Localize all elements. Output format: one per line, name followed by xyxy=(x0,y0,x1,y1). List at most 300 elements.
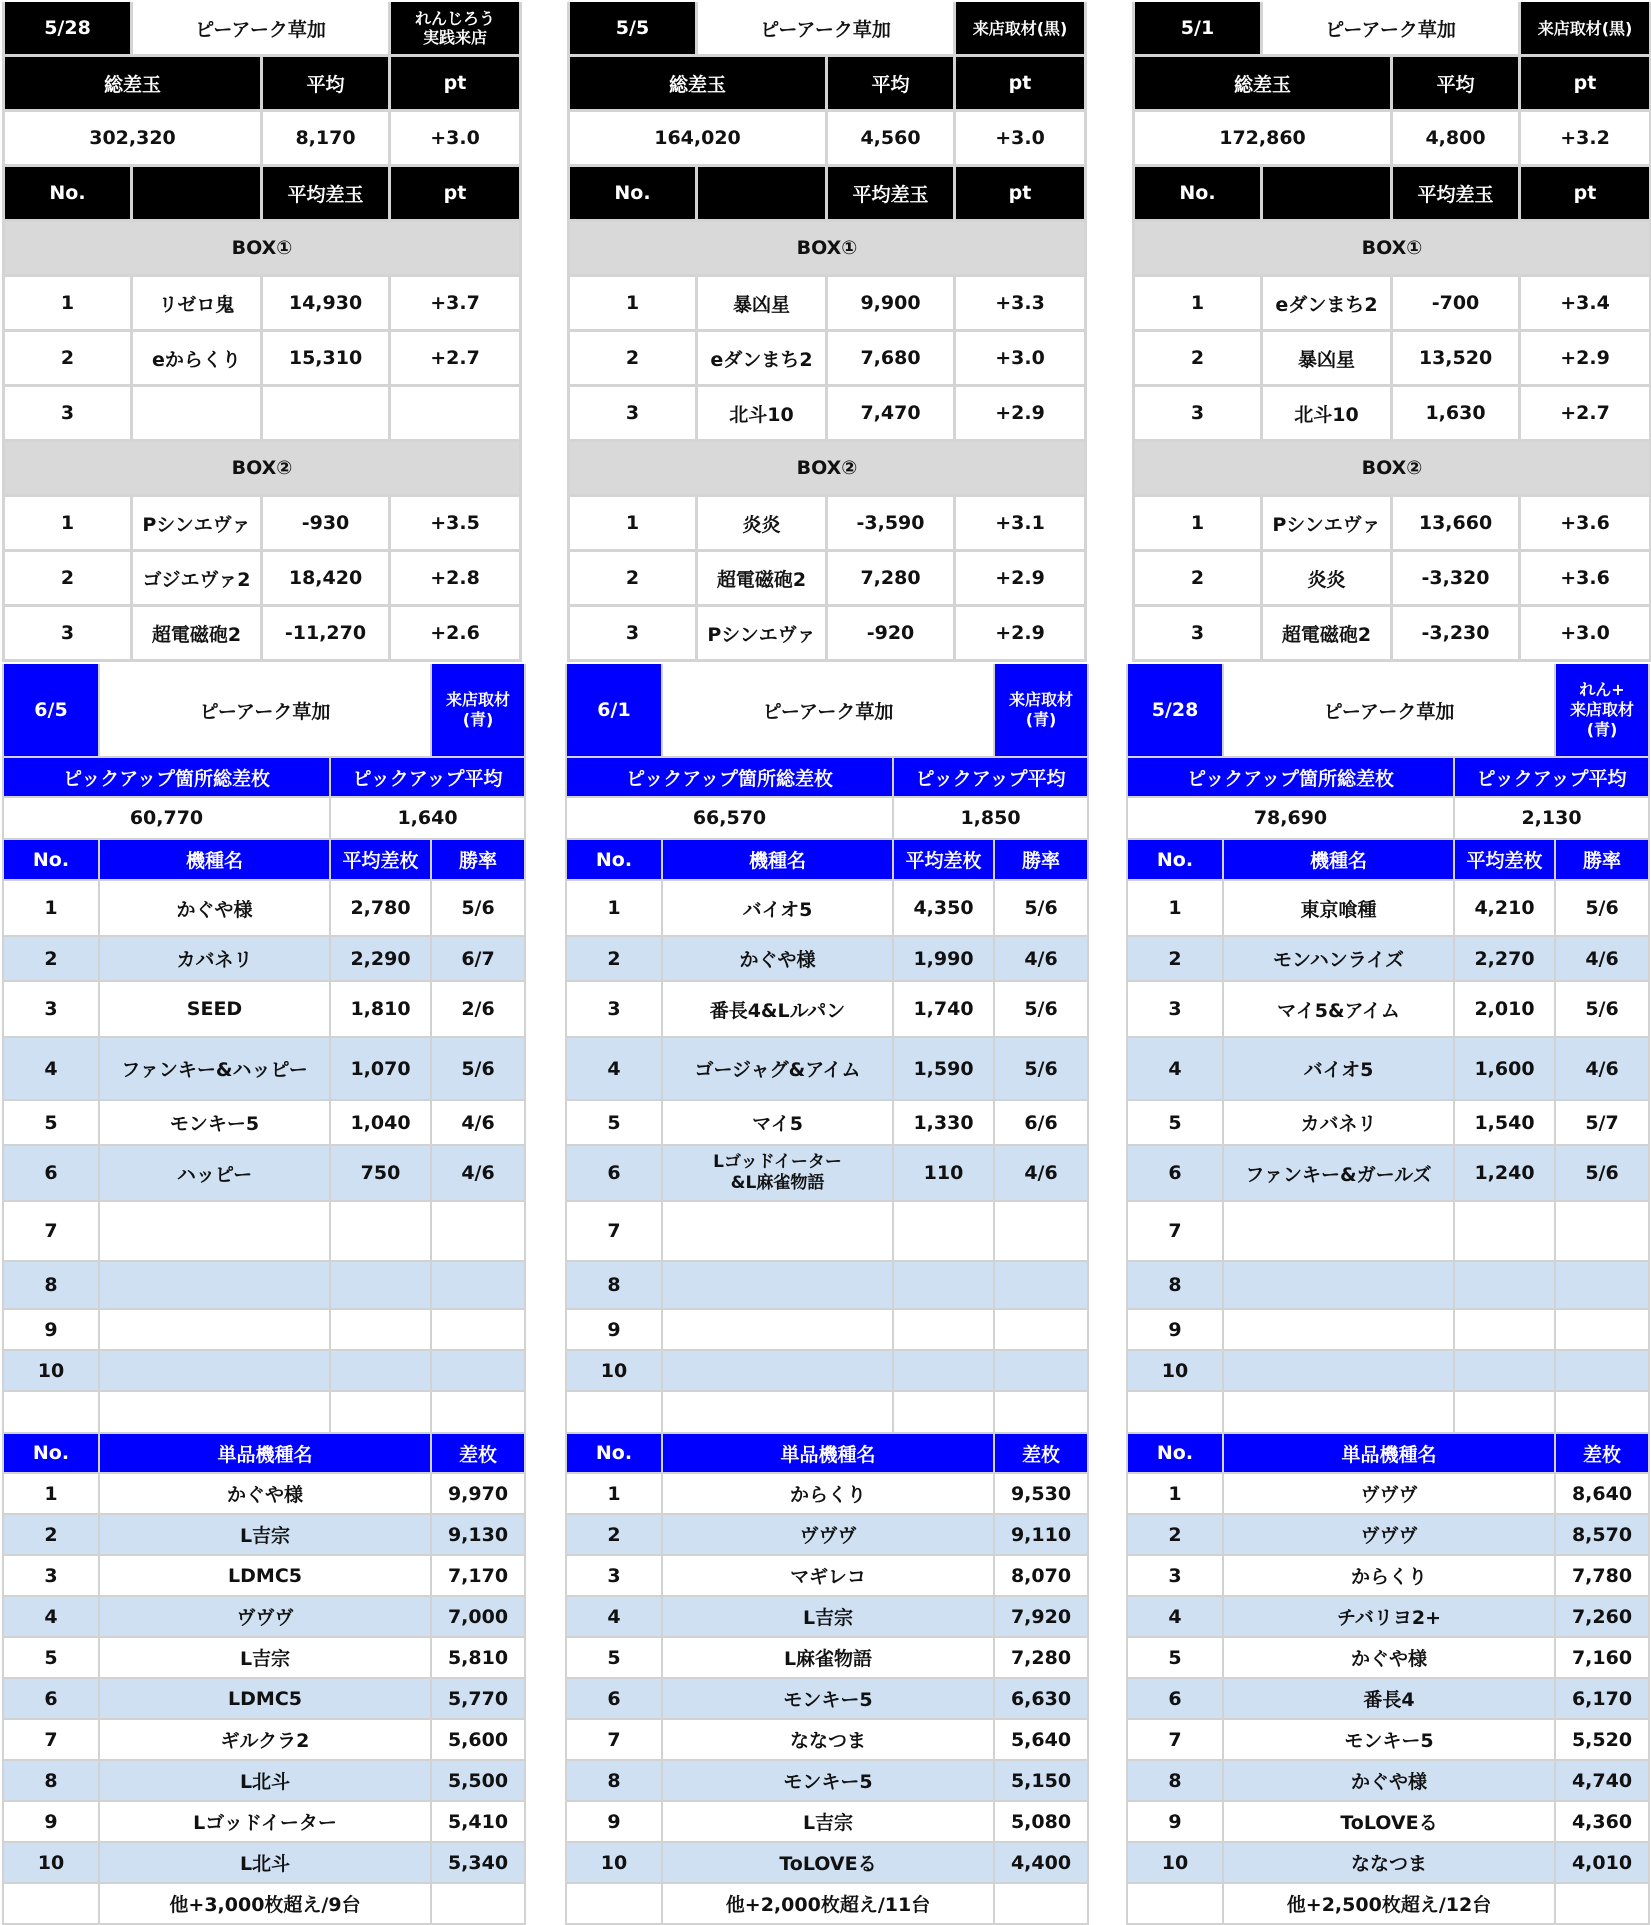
diff-value: 4,740 xyxy=(1556,1761,1650,1802)
rank-cell: 5 xyxy=(1126,1638,1224,1679)
win-rate xyxy=(995,1262,1089,1310)
table-row xyxy=(1126,1802,1650,1843)
list-header-3: pt xyxy=(956,167,1087,222)
machine-name: Pシンエヴァ xyxy=(133,497,263,552)
machine-name: リゼロ鬼 xyxy=(133,277,263,332)
average-diff: 7,280 xyxy=(828,552,956,607)
table-row xyxy=(1126,1262,1650,1310)
win-rate: 4/6 xyxy=(995,1146,1089,1202)
rank-cell: 2 xyxy=(2,332,133,387)
table-row xyxy=(1126,1720,1650,1761)
pickup-average-header: ピックアップ平均 xyxy=(1455,758,1650,798)
diff-value: 8,070 xyxy=(995,1556,1089,1597)
machine-name: ヴヴヴ xyxy=(1224,1515,1556,1556)
average-diff: 2,270 xyxy=(1455,937,1556,982)
machine-name xyxy=(663,1262,894,1310)
pt-value: +2.9 xyxy=(956,607,1087,662)
empty-cell xyxy=(432,1884,526,1925)
average-header: 平均 xyxy=(263,57,391,112)
box-title-row xyxy=(567,222,1087,277)
average-diff: 1,240 xyxy=(1455,1146,1556,1202)
store-name: ピーアーク草加 xyxy=(1263,2,1521,57)
rank-cell: 4 xyxy=(2,1038,100,1101)
table-row xyxy=(1126,1202,1650,1262)
table-row xyxy=(2,1597,526,1638)
pt-value: +3.2 xyxy=(1521,112,1651,167)
machine-name: ゴージャグ&アイム xyxy=(663,1038,894,1101)
win-rate: 6/6 xyxy=(995,1101,1089,1146)
diff-value: 9,530 xyxy=(995,1474,1089,1515)
machine-name: L吉宗 xyxy=(663,1597,995,1638)
machine-name: バイオ5 xyxy=(1224,1038,1455,1101)
rank-cell: 1 xyxy=(567,497,698,552)
machine-name: 超電磁砲2 xyxy=(1263,607,1393,662)
rank-cell: 6 xyxy=(1126,1146,1224,1202)
win-rate: 5/6 xyxy=(432,881,526,937)
average-diff: 15,310 xyxy=(263,332,391,387)
table-row xyxy=(1126,1101,1650,1146)
win-rate xyxy=(1556,1262,1650,1310)
rank-cell: 7 xyxy=(1126,1720,1224,1761)
rank-cell: 10 xyxy=(2,1843,100,1884)
win-rate xyxy=(432,1351,526,1392)
average-diff: 1,040 xyxy=(331,1101,432,1146)
pt-value: +2.7 xyxy=(391,332,522,387)
machine-name: カバネリ xyxy=(100,937,331,982)
rank-cell: 1 xyxy=(1126,1474,1224,1515)
footer-note: 他+3,000枚超え/9台 xyxy=(100,1884,432,1925)
table-row xyxy=(565,1351,1089,1392)
average-diff: 750 xyxy=(331,1146,432,1202)
rank-cell: 5 xyxy=(2,1638,100,1679)
empty-cell xyxy=(1126,1392,1224,1434)
rank-cell: 2 xyxy=(567,332,698,387)
machine-name: Lゴッドイーター xyxy=(100,1802,432,1843)
average-diff: -3,590 xyxy=(828,497,956,552)
rank-cell: 5 xyxy=(565,1638,663,1679)
diff-value: 7,780 xyxy=(1556,1556,1650,1597)
machine-name xyxy=(100,1351,331,1392)
average-diff xyxy=(331,1310,432,1351)
machine-name: L吉宗 xyxy=(100,1515,432,1556)
list-header-0: No. xyxy=(565,840,663,881)
average-value: 8,170 xyxy=(263,112,391,167)
win-rate: 4/6 xyxy=(432,1101,526,1146)
machine-name: L北斗 xyxy=(100,1843,432,1884)
pt-value: +2.9 xyxy=(956,552,1087,607)
win-rate: 5/6 xyxy=(1556,982,1650,1038)
box-title: BOX① xyxy=(2,222,522,277)
footer-row xyxy=(565,1884,1089,1925)
empty-cell xyxy=(1556,1392,1650,1434)
win-rate: 4/6 xyxy=(995,937,1089,982)
pt-value: +2.6 xyxy=(391,607,522,662)
machine-name: バイオ5 xyxy=(663,881,894,937)
average-diff: 1,590 xyxy=(894,1038,995,1101)
machine-name: 炎炎 xyxy=(698,497,828,552)
pickup-panel-1 xyxy=(2,664,526,1925)
table-row xyxy=(2,277,522,332)
spacer-row xyxy=(565,1392,1089,1434)
diff-value: 6,170 xyxy=(1556,1679,1650,1720)
machine-name: eからくり xyxy=(133,332,263,387)
empty-cell xyxy=(432,1392,526,1434)
date-label: 6/1 xyxy=(565,664,663,758)
table-row xyxy=(2,1679,526,1720)
win-rate: 4/6 xyxy=(432,1146,526,1202)
list-header-0: No. xyxy=(1132,167,1263,222)
total-value: 302,320 xyxy=(2,112,263,167)
table-row xyxy=(567,607,1087,662)
total-header: 総差玉 xyxy=(2,57,263,112)
table-row xyxy=(2,387,522,442)
average-header: 平均 xyxy=(1393,57,1521,112)
pt-value: +3.7 xyxy=(391,277,522,332)
table-row xyxy=(565,1843,1089,1884)
table-row xyxy=(2,1262,526,1310)
list-header-row xyxy=(567,167,1087,222)
rank-cell: 3 xyxy=(2,387,133,442)
single-diff-header: 差枚 xyxy=(1556,1434,1650,1474)
table-row xyxy=(2,1802,526,1843)
list-header-3: pt xyxy=(1521,167,1651,222)
table-row xyxy=(1132,387,1651,442)
list-header-2: 平均差枚 xyxy=(894,840,995,881)
list-header-0: No. xyxy=(2,167,133,222)
win-rate xyxy=(432,1310,526,1351)
diff-value: 5,770 xyxy=(432,1679,526,1720)
win-rate: 4/6 xyxy=(1556,1038,1650,1101)
table-row xyxy=(565,1474,1089,1515)
table-row xyxy=(1126,1474,1650,1515)
rank-cell: 1 xyxy=(1126,881,1224,937)
summary-value-row xyxy=(2,112,522,167)
list-header-2: 平均差玉 xyxy=(263,167,391,222)
empty-cell xyxy=(2,1392,100,1434)
machine-name: Lゴッドイーター &L麻雀物語 xyxy=(663,1146,894,1202)
table-row xyxy=(565,1038,1089,1101)
pt-value: +3.5 xyxy=(391,497,522,552)
average-diff: 9,900 xyxy=(828,277,956,332)
rank-cell: 1 xyxy=(1132,277,1263,332)
table-row xyxy=(2,607,522,662)
machine-name xyxy=(100,1262,331,1310)
win-rate: 5/6 xyxy=(1556,1146,1650,1202)
store-name: ピーアーク草加 xyxy=(1224,664,1556,758)
diff-value: 5,500 xyxy=(432,1761,526,1802)
empty-cell xyxy=(331,1392,432,1434)
average-diff: 2,290 xyxy=(331,937,432,982)
event-label: 来店取材(黒) xyxy=(956,2,1087,57)
single-diff-header: 差枚 xyxy=(432,1434,526,1474)
empty-cell xyxy=(1455,1392,1556,1434)
footer-note: 他+2,500枚超え/12台 xyxy=(1224,1884,1556,1925)
list-header-3: 勝率 xyxy=(432,840,526,881)
machine-name xyxy=(100,1310,331,1351)
panel-title-row xyxy=(567,2,1087,57)
machine-name: からくり xyxy=(663,1474,995,1515)
machine-name: L麻雀物語 xyxy=(663,1638,995,1679)
machine-name: モンハンライズ xyxy=(1224,937,1455,982)
win-rate xyxy=(995,1202,1089,1262)
average-diff: 1,330 xyxy=(894,1101,995,1146)
machine-name: モンキー5 xyxy=(663,1761,995,1802)
rank-cell: 3 xyxy=(2,1556,100,1597)
rank-cell: 10 xyxy=(1126,1843,1224,1884)
table-row xyxy=(1132,277,1651,332)
table-row xyxy=(567,332,1087,387)
diff-value: 5,410 xyxy=(432,1802,526,1843)
average-diff xyxy=(1455,1202,1556,1262)
pt-value: +3.6 xyxy=(1521,552,1651,607)
table-row xyxy=(565,1202,1089,1262)
list-header-2: 平均差枚 xyxy=(331,840,432,881)
diff-value: 5,640 xyxy=(995,1720,1089,1761)
rank-cell: 6 xyxy=(2,1679,100,1720)
table-row xyxy=(565,937,1089,982)
panel-title-row xyxy=(2,2,522,57)
rank-cell: 7 xyxy=(565,1720,663,1761)
rank-cell: 9 xyxy=(1126,1802,1224,1843)
box-panel-1 xyxy=(2,2,522,662)
table-row xyxy=(2,1146,526,1202)
machine-name: かぐや様 xyxy=(1224,1638,1556,1679)
machine-name: ヴヴヴ xyxy=(1224,1474,1556,1515)
date-label: 5/28 xyxy=(2,2,133,57)
table-row xyxy=(567,277,1087,332)
table-row xyxy=(2,1474,526,1515)
rank-cell: 4 xyxy=(565,1038,663,1101)
rank-cell: 6 xyxy=(565,1679,663,1720)
rank-cell: 9 xyxy=(2,1802,100,1843)
store-name: ピーアーク草加 xyxy=(663,664,995,758)
rank-cell: 3 xyxy=(567,607,698,662)
pt-value: +3.1 xyxy=(956,497,1087,552)
store-name: ピーアーク草加 xyxy=(698,2,956,57)
box-title: BOX① xyxy=(1132,222,1651,277)
table-row xyxy=(567,387,1087,442)
machine-name: ななつま xyxy=(663,1720,995,1761)
rank-cell: 2 xyxy=(1126,1515,1224,1556)
table-row xyxy=(2,1351,526,1392)
date-label: 5/5 xyxy=(567,2,698,57)
total-value: 172,860 xyxy=(1132,112,1393,167)
win-rate: 5/6 xyxy=(995,881,1089,937)
single-header-row xyxy=(565,1434,1089,1474)
rank-cell: 3 xyxy=(2,982,100,1038)
pickup-total-value: 66,570 xyxy=(565,798,894,840)
table-row xyxy=(2,1556,526,1597)
diff-value: 4,360 xyxy=(1556,1802,1650,1843)
rank-cell: 2 xyxy=(1132,332,1263,387)
rank-cell: 3 xyxy=(1126,982,1224,1038)
rank-cell: 2 xyxy=(2,552,133,607)
pickup-total-header: ピックアップ箇所総差枚 xyxy=(1126,758,1455,798)
machine-name xyxy=(133,387,263,442)
empty-cell xyxy=(565,1884,663,1925)
machine-name: 超電磁砲2 xyxy=(133,607,263,662)
list-header-row xyxy=(1132,167,1651,222)
rank-cell: 3 xyxy=(1132,607,1263,662)
rank-cell: 2 xyxy=(1132,552,1263,607)
table-row xyxy=(565,1802,1089,1843)
win-rate xyxy=(995,1351,1089,1392)
average-diff: 1,810 xyxy=(331,982,432,1038)
list-header-1: 機種名 xyxy=(100,840,331,881)
rank-cell: 1 xyxy=(1132,497,1263,552)
average-diff xyxy=(1455,1310,1556,1351)
single-name-header: 単品機種名 xyxy=(663,1434,995,1474)
win-rate xyxy=(432,1262,526,1310)
rank-cell: 8 xyxy=(1126,1761,1224,1802)
table-row xyxy=(1132,497,1651,552)
table-row xyxy=(565,982,1089,1038)
empty-cell xyxy=(565,1392,663,1434)
table-row xyxy=(1126,1515,1650,1556)
box-title-row xyxy=(1132,442,1651,497)
diff-value: 4,400 xyxy=(995,1843,1089,1884)
rank-cell: 9 xyxy=(565,1310,663,1351)
single-header-row xyxy=(2,1434,526,1474)
rank-cell: 5 xyxy=(565,1101,663,1146)
pickup-average-value: 1,850 xyxy=(894,798,1089,840)
rank-cell: 2 xyxy=(565,937,663,982)
rank-cell: 10 xyxy=(565,1843,663,1884)
table-row xyxy=(2,1310,526,1351)
rank-cell: 9 xyxy=(1126,1310,1224,1351)
rank-cell: 6 xyxy=(2,1146,100,1202)
machine-name: eダンまち2 xyxy=(1263,277,1393,332)
empty-cell xyxy=(100,1392,331,1434)
pickup-panel-2 xyxy=(565,664,1089,1925)
machine-name: 超電磁砲2 xyxy=(698,552,828,607)
empty-cell xyxy=(894,1392,995,1434)
box-title-row xyxy=(2,222,522,277)
machine-name xyxy=(663,1351,894,1392)
diff-value: 6,630 xyxy=(995,1679,1089,1720)
total-value: 164,020 xyxy=(567,112,828,167)
machine-name xyxy=(100,1202,331,1262)
machine-name: 炎炎 xyxy=(1263,552,1393,607)
event-label: 来店取材 (青) xyxy=(432,664,526,758)
machine-name xyxy=(1224,1262,1455,1310)
diff-value: 7,920 xyxy=(995,1597,1089,1638)
table-row xyxy=(2,1638,526,1679)
pt-value: +3.0 xyxy=(956,112,1087,167)
rank-cell: 10 xyxy=(2,1351,100,1392)
machine-name: ヴヴヴ xyxy=(100,1597,432,1638)
single-name-header: 単品機種名 xyxy=(100,1434,432,1474)
average-diff xyxy=(1455,1351,1556,1392)
table-row xyxy=(1132,332,1651,387)
table-row xyxy=(565,881,1089,937)
win-rate: 2/6 xyxy=(432,982,526,1038)
empty-cell xyxy=(995,1884,1089,1925)
machine-name: 番長4 xyxy=(1224,1679,1556,1720)
average-diff: 14,930 xyxy=(263,277,391,332)
summary-header-row xyxy=(1126,758,1650,798)
rank-cell: 3 xyxy=(1126,1556,1224,1597)
average-diff: 13,660 xyxy=(1393,497,1521,552)
diff-value: 9,130 xyxy=(432,1515,526,1556)
diff-value: 7,170 xyxy=(432,1556,526,1597)
average-diff: 1,600 xyxy=(1455,1038,1556,1101)
list-header-0: No. xyxy=(2,840,100,881)
table-row xyxy=(1126,1146,1650,1202)
machine-name xyxy=(1224,1202,1455,1262)
table-row xyxy=(1126,937,1650,982)
rank-cell: 5 xyxy=(2,1101,100,1146)
list-header-2: 平均差玉 xyxy=(1393,167,1521,222)
rank-cell: 7 xyxy=(2,1202,100,1262)
box-title-row xyxy=(2,442,522,497)
list-header-row xyxy=(2,167,522,222)
machine-name: カバネリ xyxy=(1224,1101,1455,1146)
win-rate: 5/6 xyxy=(995,982,1089,1038)
machine-name: ギルクラ2 xyxy=(100,1720,432,1761)
list-header-0: No. xyxy=(1126,840,1224,881)
rank-cell: 7 xyxy=(565,1202,663,1262)
list-header-row xyxy=(2,840,526,881)
rank-cell: 9 xyxy=(2,1310,100,1351)
pt-value: +2.7 xyxy=(1521,387,1651,442)
rank-cell: 7 xyxy=(2,1720,100,1761)
diff-value: 5,080 xyxy=(995,1802,1089,1843)
average-diff: 1,070 xyxy=(331,1038,432,1101)
table-row xyxy=(565,1146,1089,1202)
average-header: 平均 xyxy=(828,57,956,112)
table-row xyxy=(1126,1638,1650,1679)
pickup-average-header: ピックアップ平均 xyxy=(894,758,1089,798)
pickup-total-value: 78,690 xyxy=(1126,798,1455,840)
average-diff xyxy=(894,1351,995,1392)
table-row xyxy=(1126,982,1650,1038)
table-row xyxy=(565,1101,1089,1146)
machine-name xyxy=(663,1310,894,1351)
rank-cell: 1 xyxy=(565,1474,663,1515)
rank-cell: 3 xyxy=(2,607,133,662)
average-value: 4,560 xyxy=(828,112,956,167)
rank-cell: 4 xyxy=(1126,1597,1224,1638)
empty-cell xyxy=(1556,1884,1650,1925)
table-row xyxy=(567,497,1087,552)
event-label: 来店取材 (青) xyxy=(995,664,1089,758)
win-rate: 4/6 xyxy=(1556,937,1650,982)
table-row xyxy=(2,332,522,387)
average-diff: 2,780 xyxy=(331,881,432,937)
pt-value: +2.9 xyxy=(956,387,1087,442)
rank-cell: 1 xyxy=(2,1474,100,1515)
average-diff: -920 xyxy=(828,607,956,662)
table-row xyxy=(1126,881,1650,937)
average-diff: 2,010 xyxy=(1455,982,1556,1038)
pickup-average-header: ピックアップ平均 xyxy=(331,758,526,798)
rank-cell: 2 xyxy=(1126,937,1224,982)
rank-cell: 5 xyxy=(1126,1101,1224,1146)
empty-cell xyxy=(995,1392,1089,1434)
spacer-row xyxy=(2,1392,526,1434)
machine-name: ゴジエヴァ2 xyxy=(133,552,263,607)
table-row xyxy=(565,1262,1089,1310)
pt-header: pt xyxy=(391,57,522,112)
list-header-1 xyxy=(698,167,828,222)
diff-value: 5,340 xyxy=(432,1843,526,1884)
summary-value-row xyxy=(2,798,526,840)
diff-value: 5,150 xyxy=(995,1761,1089,1802)
average-diff: 4,350 xyxy=(894,881,995,937)
list-header-1 xyxy=(1263,167,1393,222)
average-diff xyxy=(1455,1262,1556,1310)
